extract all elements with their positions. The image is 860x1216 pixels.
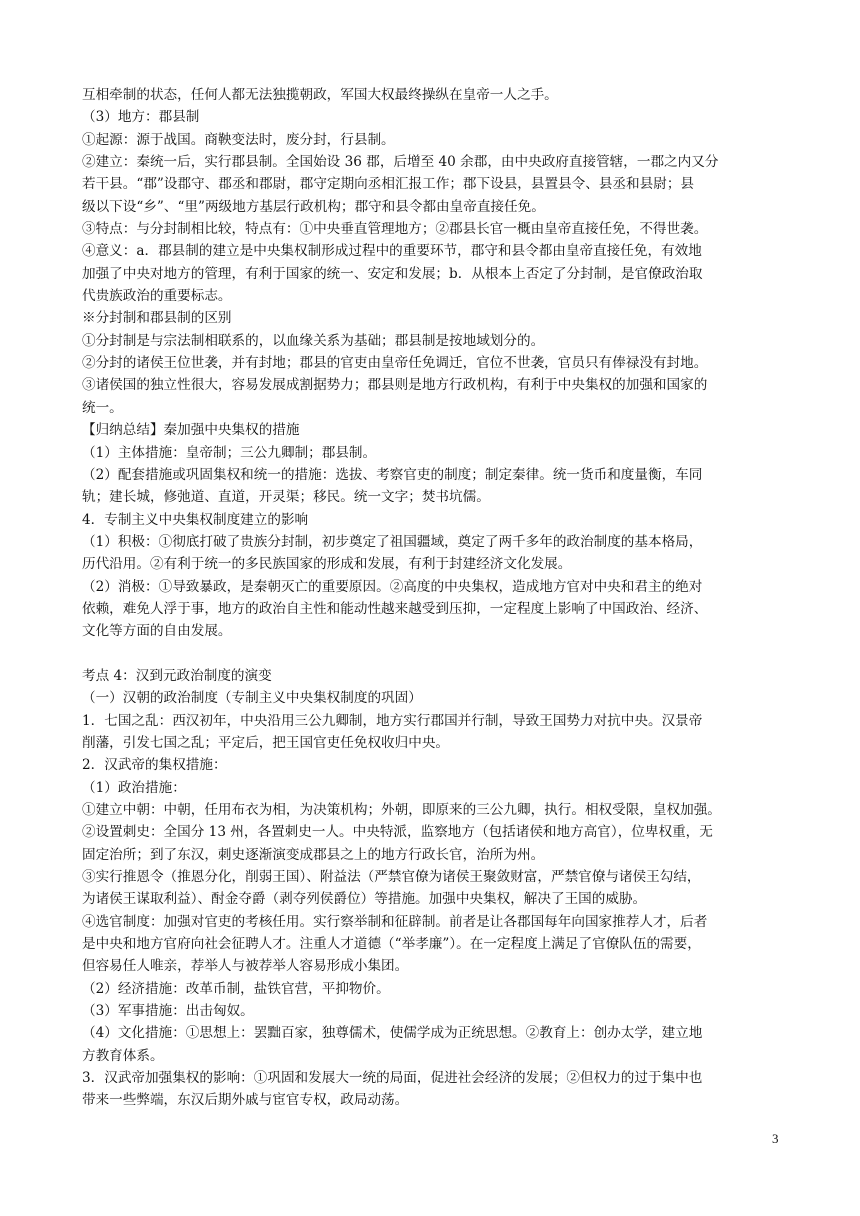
text-line: ②设置刺史：全国分 13 州，各置刺史一人。中央特派，监察地方（包括诸侯和地方高官），位卑权重，无	[82, 824, 713, 841]
text-line: 互相牵制的状态，任何人都无法独揽朝政，军国大权最终操纵在皇帝一人之手。	[82, 87, 558, 103]
text-line: 3．汉武帝加强集权的影响：①巩固和发展大一统的局面，促进社会经济的发展；②但权力的过于集中也	[82, 1070, 703, 1087]
text-line: ②分封的诸侯王位世袭，并有封地；郡县的官吏由皇帝任免调迁，官位不世袭，官员只有俸禄没有封地。	[82, 355, 708, 372]
text-line: 但容易任人唯亲，荐举人与被荐举人容易形成小集团。	[82, 958, 409, 975]
text-line: 1．七国之乱：西汉初年，中央沿用三公九卿制，地方实行郡国并行制，导致王国势力对抗中央。汉景帝	[82, 712, 703, 729]
text-line: （1）主体措施：皇帝制；三公九卿制；郡县制。	[82, 444, 377, 461]
text-line: ①分封制是与宗法制相联系的，以血缘关系为基础；郡县制是按地域划分的。	[82, 332, 545, 349]
text-line: ③诸侯国的独立性很大，容易发展成割据势力；郡县则是地方行政机构，有利于中央集权的加强和国家的	[82, 377, 708, 394]
text-line: ③实行推恩令（推恩分化，削弱王国）、附益法（严禁官僚为诸侯王聚敛财富，严禁官僚与诸侯王勾结，	[82, 869, 701, 886]
text-line: （2）消极：①导致暴政，是秦朝灭亡的重要原因。②高度的中央集权，造成地方官对中央和君主的绝对	[82, 578, 703, 595]
text-line: ①起源：源于战国。商鞅变法时，废分封，行县制。	[82, 131, 395, 148]
text-line: ②建立：秦统一后，实行郡县制。全国始设 36 郡，后增至 40 余郡，由中央政府直接管辖，一郡之内又分	[82, 154, 719, 171]
text-line: 轨；建长城，修弛道、直道，开灵渠；移民。统一文字；焚书坑儒。	[82, 489, 490, 506]
text-line: （4）文化措施：①思想上：罢黜百家，独尊儒术，使儒学成为正统思想。②教育上：创办太学，建立地	[82, 1025, 703, 1042]
text-line: ③特点：与分封制相比较，特点有：①中央垂直管理地方；②郡县长官一概由皇帝直接任免，不得世袭。	[82, 221, 708, 238]
text-line: （一）汉朝的政治制度（专制主义中央集权制度的巩固）	[82, 690, 422, 707]
text-line: 统一。	[82, 399, 123, 416]
document-body	[82, 84, 782, 1112]
text-line: （2）配套措施或巩固集权和统一的措施：选拔、考察官吏的制度；制定秦律。统一货币和度量衡，车同	[82, 466, 703, 483]
text-line: （2）经济措施：改革币制，盐铁官营，平抑物价。	[82, 980, 390, 997]
text-line: 代贵族政治的重要标志。	[82, 288, 232, 305]
text-line: （3）地方：郡县制	[82, 109, 200, 126]
text-line: 考点 4：汉到元政治制度的演变	[82, 667, 272, 684]
text-line: 带来一些弊端，东汉后期外戚与宦官专权，政局动荡。	[82, 1092, 409, 1109]
text-line: 依赖，难免人浮于事，地方的政治自主性和能动性越来越受到压抑，一定程度上影响了中国政治、经济、	[82, 600, 708, 617]
text-line: 固定治所；到了东汉，刺史逐渐演变成郡县之上的地方行政长官，治所为州。	[82, 846, 545, 863]
text-line: ①建立中朝：中朝，任用布衣为相，为决策机构；外朝，即原来的三公九卿，执行。相权受限，皇权加强。	[82, 802, 721, 818]
text-line: 【归纳总结】秦加强中央集权的措施	[82, 422, 300, 439]
text-line	[82, 643, 782, 665]
text-line: 文化等方面的自由发展。	[82, 623, 232, 640]
text-line: 若干县。“郡”设郡守、郡丞和郡尉，郡守定期向丞相汇报工作；郡下设县，县置县令、县丞和县尉；县	[82, 176, 695, 193]
text-line: 加强了中央对地方的管理，有利于国家的统一、安定和发展；b．从根本上否定了分封制，是官僚政治取	[82, 265, 703, 282]
text-line: （1）积极：①彻底打破了贵族分封制，初步奠定了祖国疆域，奠定了两千多年的政治制度的基本格局，	[82, 533, 703, 550]
text-line: （1）政治措施：	[82, 779, 186, 796]
text-line: 级以下设“乡”、“里”两级地方基层行政机构；郡守和县令都由皇帝直接任免。	[82, 198, 545, 215]
text-line: 方教育体系。	[82, 1047, 164, 1064]
text-line: ④选官制度：加强对官吏的考核任用。实行察举制和征辟制。前者是让各郡国每年向国家推荐人才，后者	[82, 913, 708, 930]
text-line: 4．专制主义中央集权制度建立的影响	[82, 511, 309, 528]
text-line: 2．汉武帝的集权措施：	[82, 757, 227, 774]
page-number: 3	[772, 1131, 779, 1146]
text-line: 是中央和地方官府向社会征聘人才。注重人才道德（“举孝廉”）。在一定程度上满足了官僚队伍的需要，	[82, 936, 701, 953]
text-line: （3）军事措施：出击匈奴。	[82, 1003, 254, 1020]
text-line: ④意义：a．郡县制的建立是中央集权制形成过程中的重要环节，郡守和县令都由皇帝直接任免，有效地	[82, 243, 702, 260]
text-line: ※分封制和郡县制的区别	[82, 310, 232, 327]
text-line: 为诸侯王谋取利益）、酎金夺爵（剥夺列侯爵位）等措施。加强中央集权，解决了王国的威胁。	[82, 891, 647, 908]
text-line: 历代沿用。②有利于统一的多民族国家的形成和发展，有利于封建经济文化发展。	[82, 556, 572, 573]
text-line: 削藩，引发七国之乱；平定后，把王国官吏任免权收归中央。	[82, 734, 450, 751]
